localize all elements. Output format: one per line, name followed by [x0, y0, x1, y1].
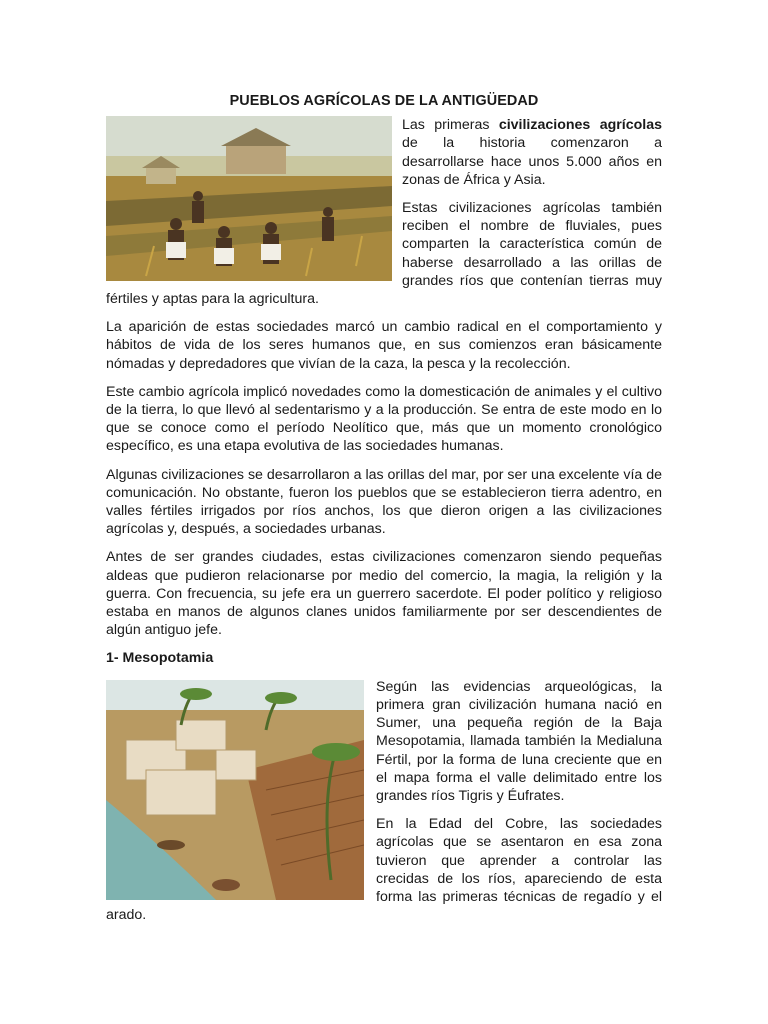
mesopotamia-paragraph-2: En la Edad del Cobre, las sociedades agrícolas que se asentaron en esa zona tuvieron que aprender a controlar las crecidas de los ríos, apareciendo de esta forma las primeras técnicas de regadío y el arado.: [106, 816, 662, 924]
intro-paragraph-1: Las primeras civilizaciones agrícolas de la historia comenzaron a desarrollarse hace unos 5.000 años en zonas de África y Asia.: [402, 117, 662, 188]
intro-paragraph-2: Estas civilizaciones agrícolas también reciben el nombre de fluviales, pues comparten la característica común de haberse desarrollado a las orillas de grandes ríos que contenían tierras muy fértiles y aptas para la agricultura.: [106, 200, 662, 308]
civilizaciones-agricolas-bold: civilizaciones agrícolas: [498, 117, 662, 134]
farmers-illustration: [106, 116, 392, 281]
mesopotamia-paragraph-1: Según las evidencias arqueológicas, la primera gran civilización humana nació en Sumer, una pequeña región de la Baja Mesopotamia, llamada también la Medialuna Fértil, por la forma de luna creciente que en el mapa forma el valle delimitado entre los grandes ríos Tigris y Éufrates.: [376, 678, 662, 804]
body-paragraph: Este cambio agrícola implicó novedades como la domesticación de animales y el cultivo de la tierra, lo que llevó al sedentarismo y a la producción. Se entra de este modo en lo que se conoce como el período Neolítico que, más que un momento cronológico específico, es una etapa evolutiva de las sociedades humanas.: [106, 383, 662, 455]
body-paragraph: La aparición de estas sociedades marcó un cambio radical en el comportamiento y hábitos de vida de los seres humanos que, en sus comienzos eran básicamente nómadas y depredadores que vivían de la caza, la pesca y la recolección.: [106, 319, 662, 372]
body-paragraph: Antes de ser grandes ciudades, estas civilizaciones comenzaron siendo pequeñas aldeas que pudieron relacionarse por medio del comercio, la magia, la religión y la guerra. Con frecuencia, su jefe era un guerrero sacerdote. El poder político y religioso estaba en manos de algunos clanes unidos familiarmente por ser descendientes de algún antiguo jefe.: [106, 549, 662, 639]
body-paragraph: Algunas civilizaciones se desarrollaron a las orillas del mar, por ser una excelente vía de comunicación. No obstante, fueron los pueblos que se establecieron tierra adentro, en valles fértiles irrigados por ríos anchos, los que dieron origen a las civilizaciones agrícolas y, después, a sociedades urbanas.: [106, 466, 662, 538]
section-heading-mesopotamia: 1- Mesopotamia: [106, 650, 214, 667]
document-page: [106, 92, 662, 934]
document-title: PUEBLOS AGRÍCOLAS DE LA ANTIGÜEDAD: [229, 93, 539, 109]
mesopotamia-illustration: [106, 680, 364, 900]
